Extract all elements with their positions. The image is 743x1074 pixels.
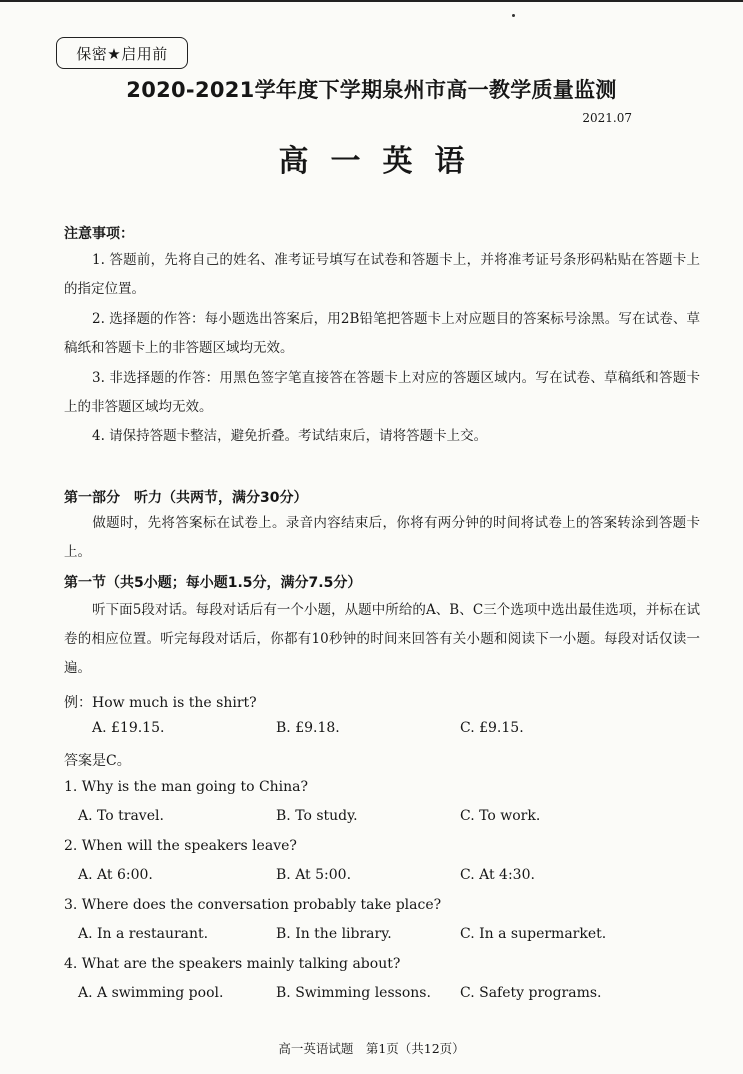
note-text-2: 2. 选择题的作答：每小题选出答案后，用2B铅笔把答题卡上对应题目的答案标号涂黑。写在试卷、草稿纸和答题卡上的非答题区域均无效。: [64, 311, 700, 356]
section1-intro: [64, 596, 700, 683]
example-option-b: B. £9.18.: [276, 720, 340, 736]
part1-heading: 第一部分 听力（共两节，满分30分）: [64, 490, 308, 506]
q2-option-b: B. At 5:00.: [276, 867, 352, 883]
note-text-4: 4. 请保持答题卡整洁，避免折叠。考试结束后，请将答题卡上交。: [92, 428, 488, 444]
note-item-4: [64, 422, 700, 451]
example-question: 例：How much is the shirt?: [64, 695, 257, 711]
question-1: 1. Why is the man going to China?: [64, 779, 309, 795]
q3-option-a: A. In a restaurant.: [78, 926, 209, 942]
q4-option-c: C. Safety programs.: [460, 985, 602, 1001]
section1-heading: 第一节（共5小题；每小题1.5分，满分7.5分）: [64, 575, 362, 591]
q4-option-a: A. A swimming pool.: [78, 985, 224, 1001]
q1-option-c: C. To work.: [460, 808, 541, 824]
exam-date: 2021.07: [582, 111, 632, 125]
part1-intro-text: 做题时，先将答案标在试卷上。录音内容结束后，你将有两分钟的时间将试卷上的答案转涂到答题卡上。: [64, 515, 700, 560]
q1-option-b: B. To study.: [276, 808, 358, 824]
exam-title: 2020-2021学年度下学期泉州市高一教学质量监测: [126, 78, 617, 102]
q1-option-a: A. To travel.: [78, 808, 164, 824]
example-option-c: C. £9.15.: [460, 720, 524, 736]
note-text-1: 1. 答题前，先将自己的姓名、准考证号填写在试卷和答题卡上，并将准考证号条形码粘贴在答题卡上的指定位置。: [64, 252, 700, 297]
scan-speck: [512, 14, 515, 17]
notes-heading: 注意事项：: [64, 226, 134, 242]
note-item-3: [64, 364, 700, 422]
note-item-2: [64, 305, 700, 363]
page-footer: 高一英语试题 第1页（共12页）: [278, 1041, 465, 1056]
q2-option-c: C. At 4:30.: [460, 867, 535, 883]
part1-intro: [64, 509, 700, 567]
top-border-line: [0, 0, 743, 2]
q3-option-b: B. In the library.: [276, 926, 392, 942]
q2-option-a: A. At 6:00.: [78, 867, 153, 883]
question-4: 4. What are the speakers mainly talking about?: [64, 956, 401, 972]
example-answer: 答案是C。: [64, 753, 131, 769]
example-option-a: A. £19.15.: [92, 720, 165, 736]
note-item-1: [64, 246, 700, 304]
question-2: 2. When will the speakers leave?: [64, 838, 297, 854]
q4-option-b: B. Swimming lessons.: [276, 985, 431, 1001]
section1-intro-text: 听下面5段对话。每段对话后有一个小题，从题中所给的A、B、C三个选项中选出最佳选项，并标在试卷的相应位置。听完每段对话后，你都有10秒钟的时间来回答有关小题和阅读下一小题。每段对话仅读一遍。: [64, 602, 700, 676]
confidential-stamp: 保密★启用前: [56, 37, 188, 69]
subject-title: 高一英语: [278, 144, 487, 179]
note-text-3: 3. 非选择题的作答：用黑色签字笔直接答在答题卡上对应的答题区域内。写在试卷、草稿纸和答题卡上的非答题区域均无效。: [64, 370, 700, 415]
question-3: 3. Where does the conversation probably take place?: [64, 897, 442, 913]
q3-option-c: C. In a supermarket.: [460, 926, 607, 942]
